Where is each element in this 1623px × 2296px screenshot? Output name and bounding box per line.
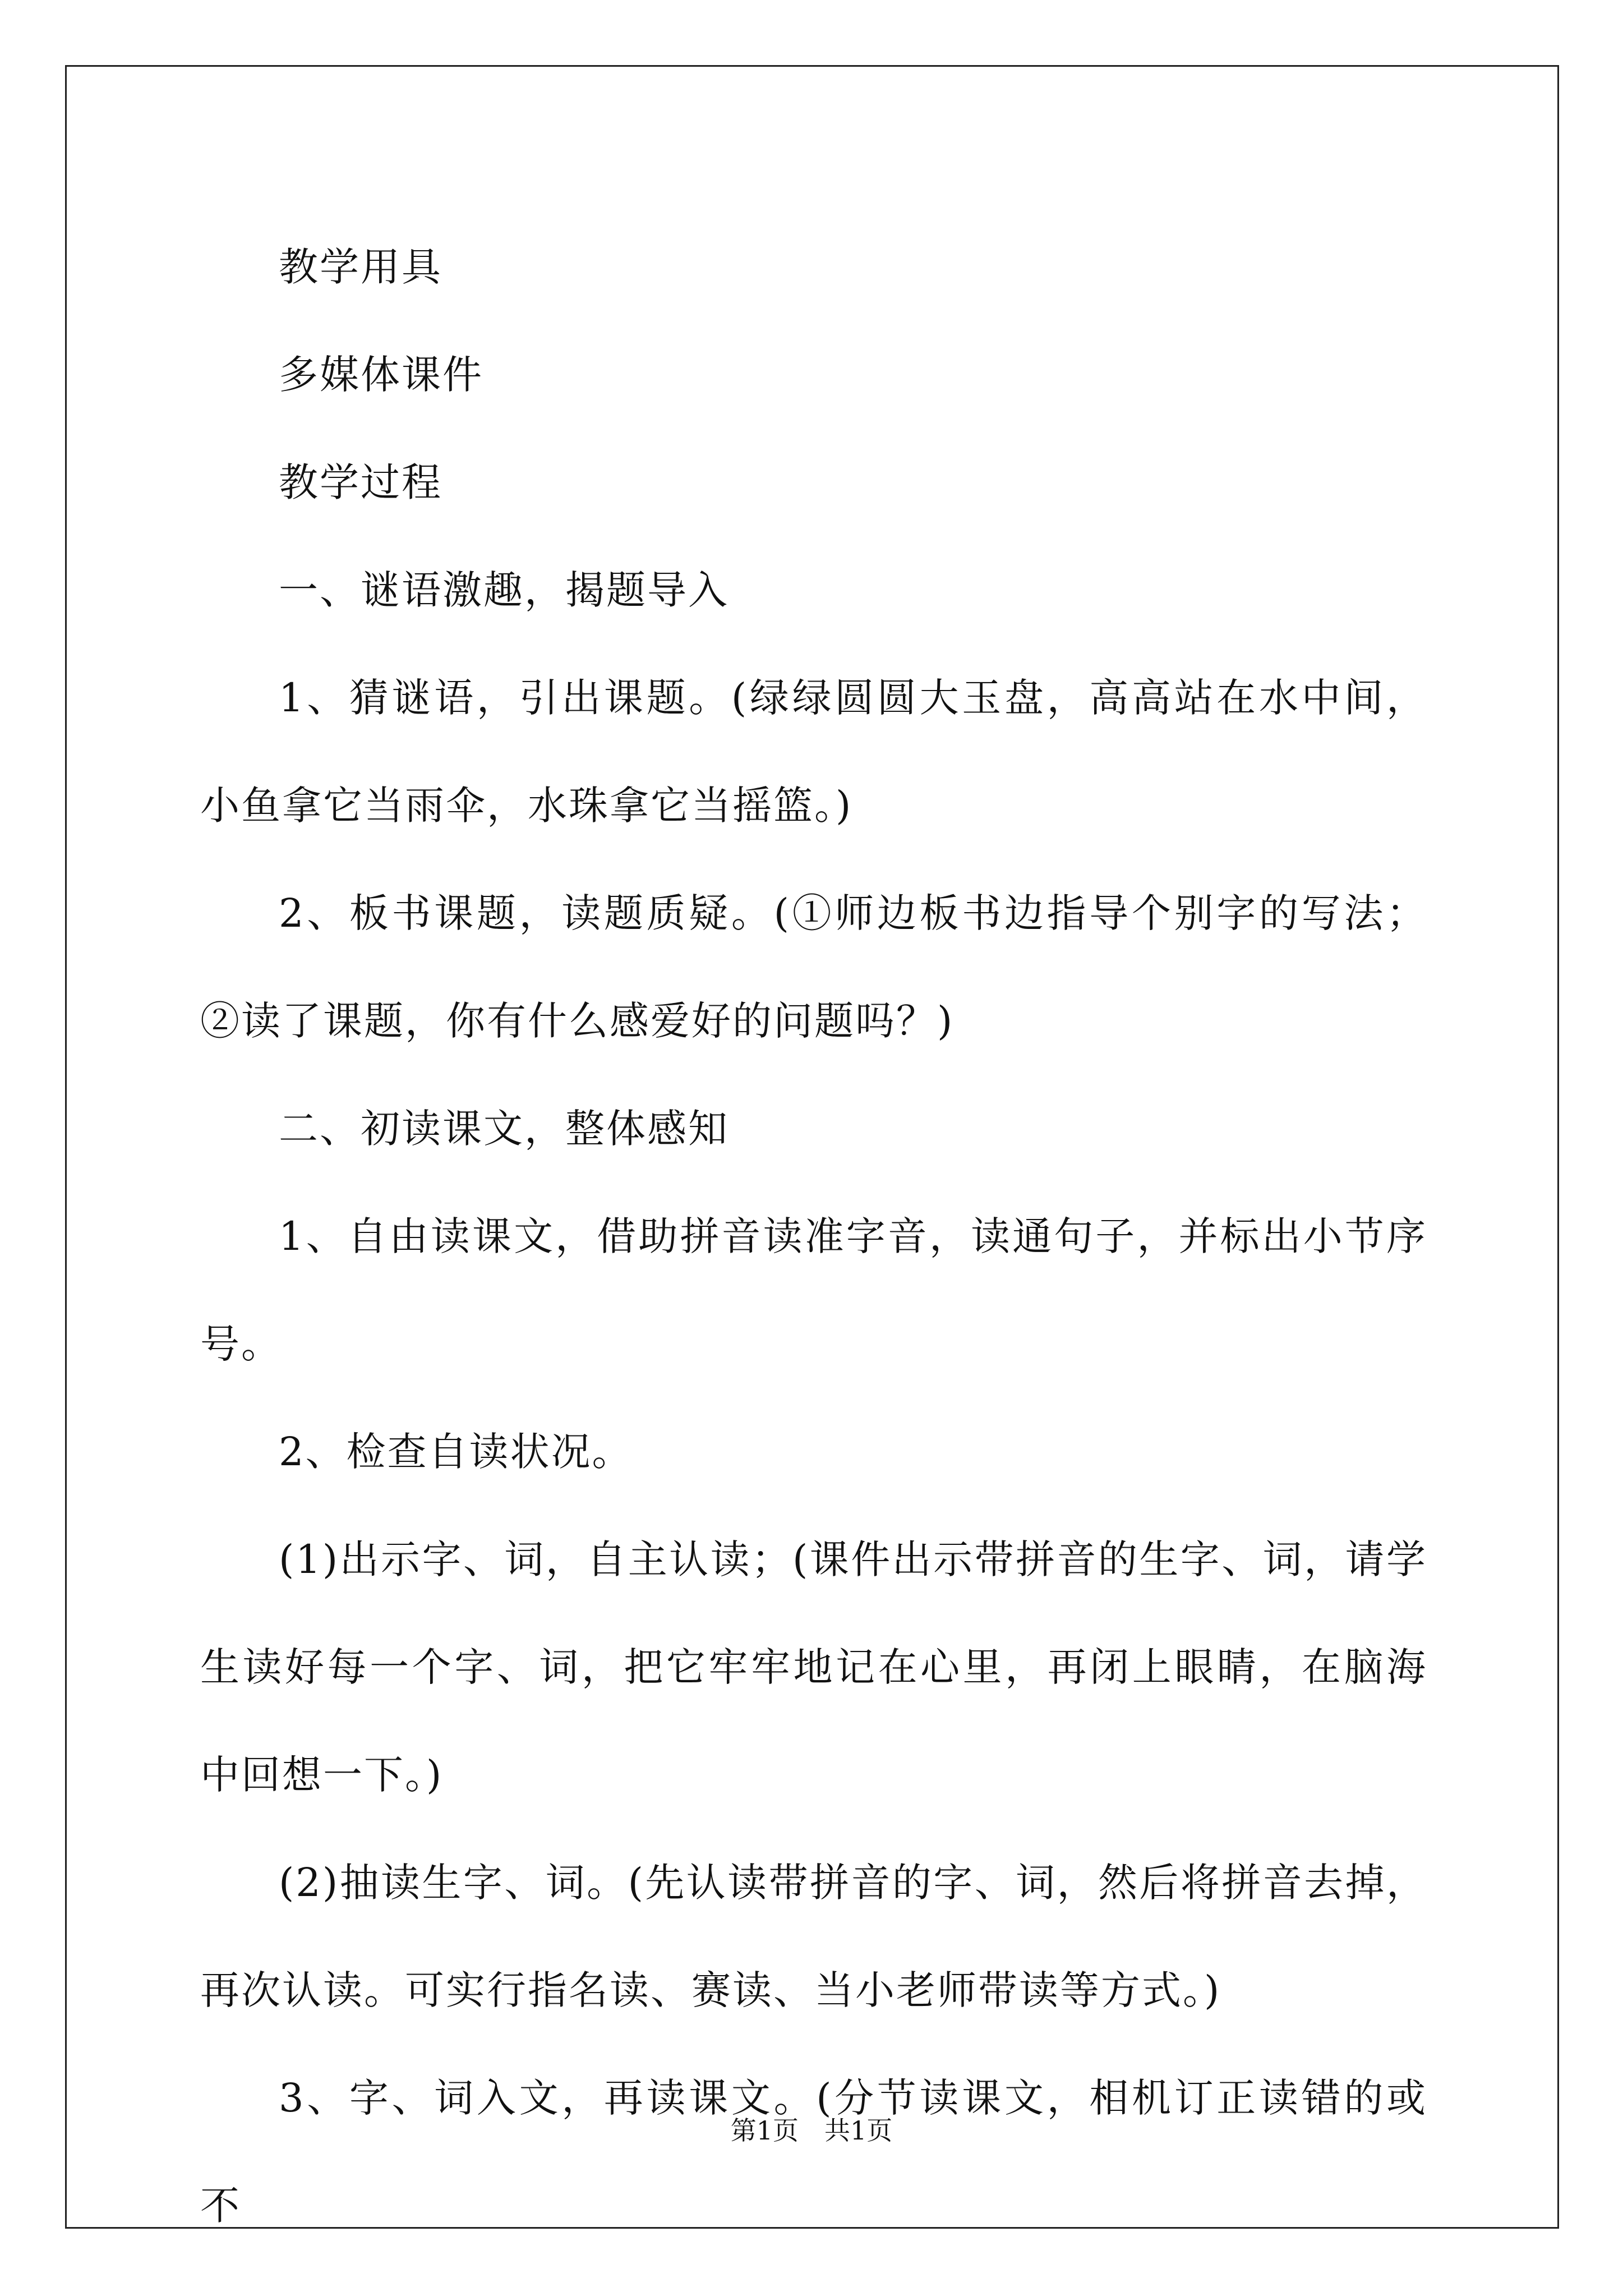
- paragraph-check-reading: 2、检查自读状况。: [279, 1429, 633, 1475]
- document-body: [200, 213, 1427, 2260]
- page-number-footer: 第1页 共1页: [730, 2115, 893, 2146]
- paragraph-free-reading: 1、自由读课文，借助拼音读准字音，读通句子，并标出小节序号。: [200, 1213, 1427, 1367]
- paragraph-show-words: (1)出示字、词，自主认读；(课件出示带拼音的生字、词，请学生读好每一个字、词，把它牢牢地记在心里，再闭上眼睛，在脑海中回想一下。): [200, 1536, 1427, 1798]
- paragraph-board-title: 2、板书课题，读题质疑。(①师边板书边指导个别字的写法；②读了课题，你有什么感爱好的问题吗？): [200, 890, 1427, 1044]
- paragraph-multimedia: 多媒体课件: [279, 352, 483, 398]
- paragraph-teaching-process-heading: 教学过程: [279, 459, 442, 505]
- paragraph-teaching-tools-heading: 教学用具: [279, 244, 442, 290]
- paragraph-riddle: 1、猜谜语，引出课题。(绿绿圆圆大玉盘，高高站在水中间，小鱼拿它当雨伞，水珠拿它当摇篮。): [200, 675, 1427, 829]
- paragraph-words-into-text: 3、字、词入文，再读课文。(分节读课文，相机订正读错的或不: [200, 2075, 1427, 2229]
- paragraph-section-two-heading: 二、初读课文，整体感知: [279, 1106, 729, 1152]
- paragraph-spot-reading: (2)抽读生字、词。(先认读带拼音的字、词，然后将拼音去掉，再次认读。可实行指名读、赛读、当小老师带读等方式。): [200, 1860, 1427, 2013]
- paragraph-section-one-heading: 一、谜语激趣，揭题导入: [279, 567, 729, 613]
